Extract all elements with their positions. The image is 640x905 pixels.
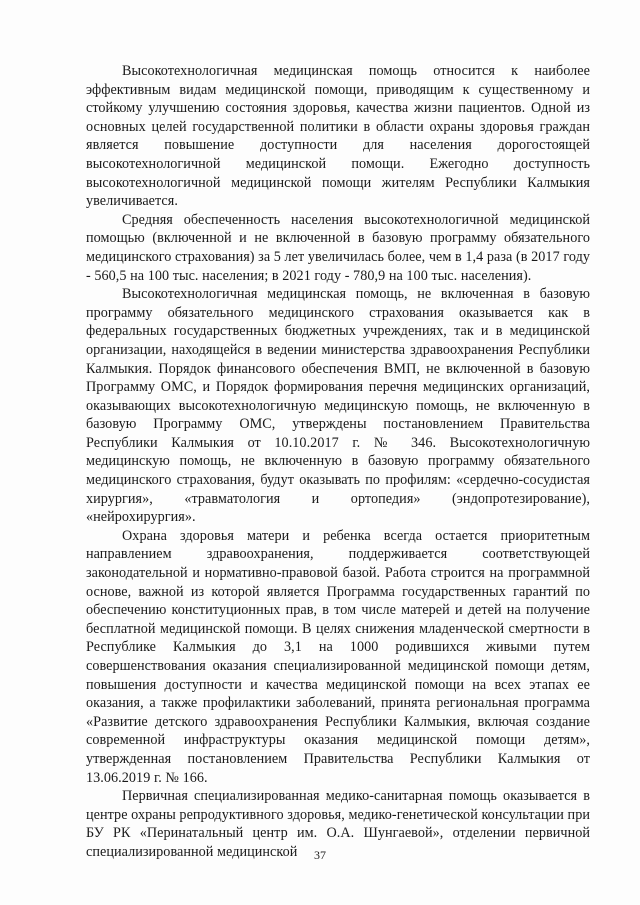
paragraph-mother-child: Охрана здоровья матери и ребенка всегда остается приоритетным направлением здравоохранения, поддерживается соответствующей законодательной и нормативно-правовой базой. Работа строится на программной основе, важной из которой является Программа государственных гарантий по обеспечению конституционных прав, в том числе матерей и детей на получение бесплатной медицинской помощи. В целях снижения младенческой смертности в Республике Калмыкия до 3,1 на 1000 родившихся живыми путем совершенствования оказания специализированной медицинской помощи детям, повышения доступности и качества медицинской помощи на всех этапах ее оказания, а также профилактики заболеваний, принята региональная программа «Развитие детского здравоохранения Республики Калмыкия, включая создание современной инфраструктуры оказания медицинской помощи детям», утвержденная постановлением Правительства Республики Калмыкия от 13.06.2019 г. № 166.: [86, 527, 590, 786]
paragraph-primary-care: Первичная специализированная медико-санитарная помощь оказывается в центре охраны репродуктивного здоровья, медико-генетической консультации при БУ РК «Перинатальный центр им. О.А. Шунгаевой», отделении первичной специализированной медицинской: [86, 788, 590, 860]
paragraph-hitech-care: Высокотехнологичная медицинская помощь относится к наиболее эффективным видам медицинской помощи, приводящим к существенному и стойкому улучшению состояния здоровья, качества жизни пациентов. Одной из основных целей государственной политики в области охраны здоровья граждан является повышение доступности для населения дорогостоящей высокотехнологичной медицинской помощи. Ежегодно доступность высокотехнологичной медицинской помощи жителям Республики Калмыкия увеличивается.: [86, 63, 590, 210]
page-number: 37: [314, 848, 326, 862]
paragraph-hitech-not-included: Высокотехнологичная медицинская помощь, не включенная в базовую программу обязательного медицинского страхования оказывается как в федеральных государственных бюджетных учреждениях, так и в медицинской организации, находящейся в ведении министерства здравоохранения Республики Калмыкия. Порядок финансового обеспечения ВМП, не включенной в базовую Программу ОМС, и Порядок формирования перечня медицинских организаций, оказывающих высокотехнологичную медицинскую помощь, не включенную в базовую Программу ОМС, утверждены постановлением Правительства Республики Калмыкия от 10.10.2017 г. № 346. Высокотехнологичную медицинскую помощь, не включенную в базовую программу обязательного медицинского страхования, будут оказывать по профилям: «сердечно-сосудистая хирургия», «травматология и ортопедия» (эндопротезирование), «нейрохирургия».: [86, 286, 590, 526]
paragraph-average-provision: Средняя обеспеченность населения высокотехнологичной медицинской помощью (включенной и не включенной в базовую программу обязательного медицинского страхования) за 5 лет увеличилась более, чем в 1,4 раза (в 2017 году - 560,5 на 100 тыс. населения; в 2021 году - 780,9 на 100 тыс. населения).: [86, 211, 590, 284]
body-text: [86, 62, 590, 862]
